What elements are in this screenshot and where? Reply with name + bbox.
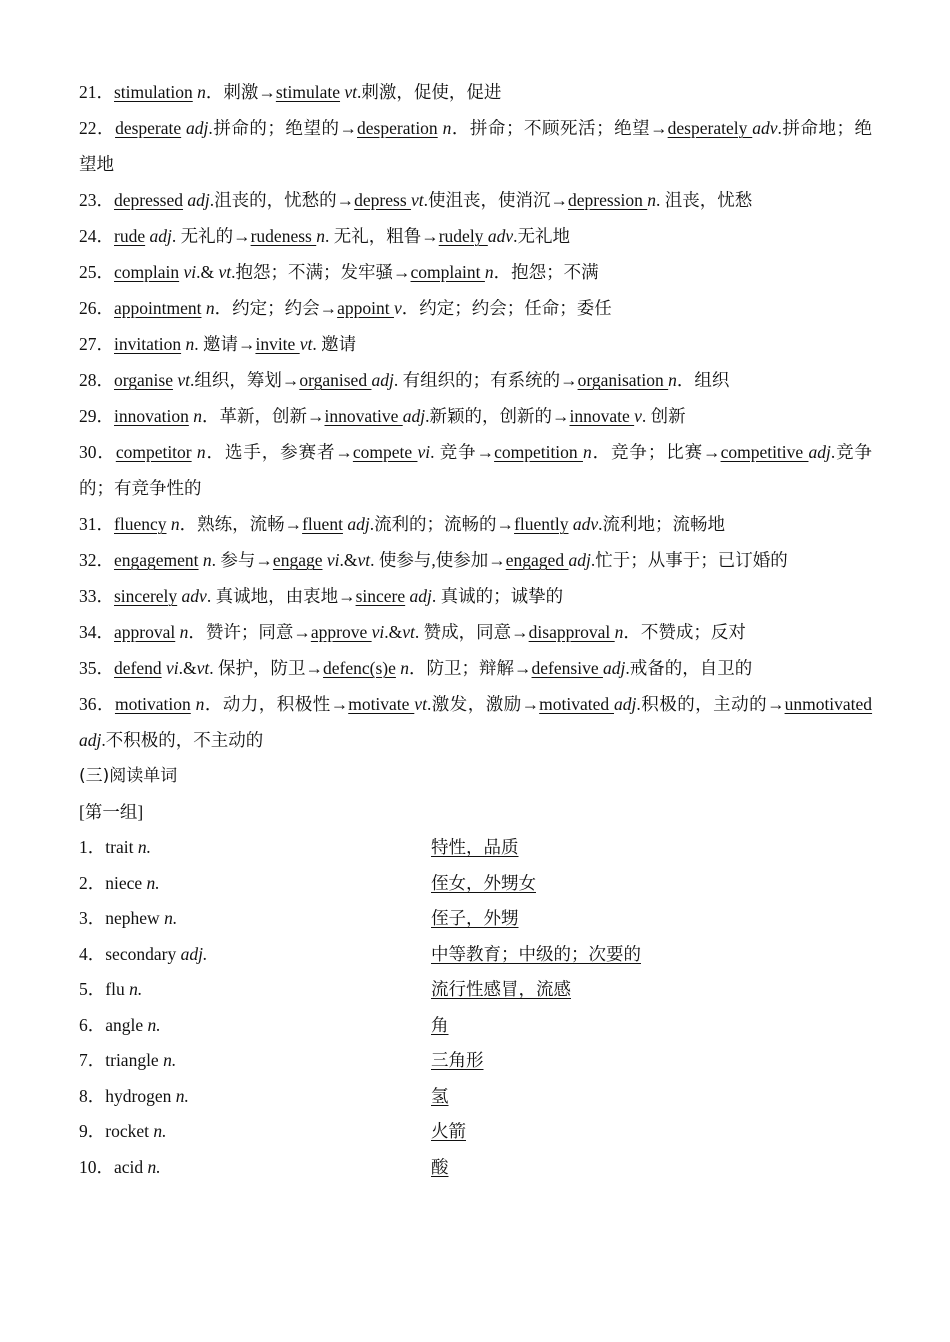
text-segment: . 参与→ [211, 550, 273, 570]
part-of-speech: n. [175, 1085, 189, 1106]
answer-word: approve [310, 622, 372, 642]
text-segment: . 真诚地，由衷地→ [206, 586, 356, 606]
text-segment: 21． [79, 82, 114, 102]
answer-word: rude [114, 226, 146, 246]
part-of-speech: n [316, 226, 325, 246]
item-number: 4． [79, 943, 106, 964]
derivation-item [79, 290, 872, 326]
text-segment: ．组织 [676, 370, 730, 390]
answer-word: organise [114, 370, 173, 390]
text-segment: .竞争的；有竞争性的 [79, 442, 873, 498]
part-of-speech: n. [129, 979, 143, 999]
word-text: acid [114, 1156, 144, 1177]
part-of-speech: adj [79, 730, 102, 750]
answer-word: complain [114, 262, 180, 282]
text-segment: . 创新 [641, 406, 686, 426]
word-text: angle [105, 1014, 144, 1035]
answer-word: depress [354, 190, 411, 210]
answer-word: invitation [114, 334, 182, 354]
part-of-speech: vt [344, 82, 358, 102]
vocab-row [79, 1008, 872, 1044]
text-segment: .新颖的，创新的→ [425, 406, 570, 426]
derivation-item [79, 686, 872, 758]
answer-word: stimulation [114, 82, 193, 102]
word-text: triangle [105, 1050, 159, 1070]
answer-word: fluent [302, 514, 343, 534]
text-segment: .拼命的；绝望的→ [208, 118, 358, 138]
text-segment: .& [196, 262, 219, 282]
answer-word: defensive [531, 658, 603, 678]
reading-words-list [79, 830, 872, 1185]
answer-word: depression [568, 190, 648, 210]
vocab-word [79, 866, 160, 902]
part-of-speech: n. [163, 1050, 177, 1070]
answer-word: fluency [114, 514, 167, 534]
vocab-row [79, 972, 872, 1008]
text-segment: .拼命地；绝望地 [79, 118, 873, 174]
text-segment: 30． [79, 442, 116, 462]
part-of-speech: n [193, 406, 202, 426]
answer-word: defenc(s)e [323, 658, 396, 678]
vocab-word [79, 1008, 161, 1044]
part-of-speech: n [484, 262, 494, 282]
text-segment: 25． [79, 262, 114, 282]
part-of-speech: vi [417, 442, 431, 462]
part-of-speech: n [197, 82, 206, 102]
text-segment: . 无礼的→ [171, 226, 251, 246]
part-of-speech: vt [177, 370, 190, 390]
derivation-item [79, 182, 872, 218]
text-segment: ．选手，参赛者→ [205, 442, 353, 462]
answer-word: unmotivated [784, 694, 873, 714]
text-segment: ．约定；约会；任命；委任 [401, 298, 612, 318]
text-segment: ．赞许；同意→ [188, 622, 311, 642]
part-of-speech: n. [164, 908, 178, 928]
word-text: flu [105, 979, 125, 999]
text-segment: .戒备的，自卫的 [625, 658, 753, 678]
text-segment: . 沮丧，忧愁 [656, 190, 753, 210]
answer-word: approval [114, 622, 176, 642]
part-of-speech: n. [147, 1014, 161, 1035]
part-of-speech: n [196, 442, 206, 462]
text-segment: 22． [79, 118, 116, 138]
answer-word: desperate [115, 118, 182, 138]
vocab-word [79, 972, 142, 1008]
text-segment: .组织，筹划→ [189, 370, 300, 390]
text-segment: ．竞争；比赛→ [591, 442, 721, 462]
text-segment: .流利的；流畅的→ [369, 514, 515, 534]
derivation-item [79, 74, 872, 110]
text-segment: 36． [79, 694, 115, 714]
answer-word: rudeness [250, 226, 317, 246]
text-segment: ．拼命；不顾死活；绝望→ [451, 118, 668, 138]
answer-word: appoint [337, 298, 394, 318]
part-of-speech: adj [149, 226, 172, 246]
text-segment: 34． [79, 622, 114, 642]
part-of-speech: v [393, 298, 402, 318]
text-segment: .激发，激励→ [426, 694, 540, 714]
item-number: 8． [79, 1085, 106, 1106]
derivation-item [79, 650, 872, 686]
part-of-speech: n [205, 298, 215, 318]
vocab-word [79, 1043, 176, 1079]
part-of-speech: n [202, 550, 212, 570]
derivation-item [79, 578, 872, 614]
word-text: trait [105, 837, 134, 857]
group-label: [第一组] [79, 802, 144, 822]
vocab-word [79, 1079, 189, 1115]
item-number: 2． [79, 872, 106, 893]
vocab-row [79, 1114, 872, 1150]
part-of-speech: adj [186, 118, 209, 138]
vocab-row [79, 1079, 872, 1115]
item-number: 10． [79, 1156, 114, 1177]
vocab-meaning: 特性，品质 [431, 837, 519, 857]
text-segment: .刺激，促使，促进 [357, 82, 502, 102]
part-of-speech: n. [146, 872, 160, 893]
text-segment: . 竞争→ [430, 442, 495, 462]
part-of-speech: vt [411, 190, 424, 210]
text-segment: 27． [79, 334, 114, 354]
vocab-meaning: 中等教育；中级的；次要的 [431, 943, 641, 964]
text-segment: ．防卫；辩解→ [409, 658, 532, 678]
text-segment: .无礼地 [513, 226, 570, 246]
text-segment: ．革新，创新→ [201, 406, 325, 426]
part-of-speech: n [195, 694, 205, 714]
part-of-speech: adv [752, 118, 778, 138]
answer-word: motivate [348, 694, 415, 714]
item-number: 9． [79, 1121, 106, 1141]
vocab-meaning: 流行性感冒，流感 [431, 979, 571, 999]
part-of-speech: vt [402, 622, 415, 642]
part-of-speech: vt [357, 550, 371, 570]
text-segment: ．动力，积极性→ [204, 694, 349, 714]
part-of-speech: v [634, 406, 642, 426]
part-of-speech: adj [614, 694, 637, 714]
part-of-speech: adj [347, 514, 370, 534]
text-segment: ．抱怨；不满 [493, 262, 599, 282]
derivation-item [79, 362, 872, 398]
text-segment: . 赞成，同意→ [414, 622, 529, 642]
part-of-speech: n [442, 118, 452, 138]
part-of-speech: n [614, 622, 624, 642]
vocab-word [79, 1150, 161, 1186]
part-of-speech: n [179, 622, 189, 642]
vocab-meaning: 三角形 [431, 1050, 484, 1070]
answer-word: complaint [410, 262, 485, 282]
vocab-row [79, 901, 872, 937]
answer-word: motivation [114, 694, 191, 714]
part-of-speech: vt [196, 658, 210, 678]
answer-word: invite [255, 334, 300, 354]
part-of-speech: adj [602, 658, 626, 678]
vocab-word [79, 901, 177, 937]
text-segment: 32． [79, 550, 114, 570]
answer-word: competitor [115, 442, 192, 462]
answer-word: sincerely [114, 586, 178, 606]
derivation-item [79, 110, 872, 182]
item-number: 1． [79, 837, 106, 857]
answer-word: sincere [355, 586, 406, 606]
text-segment: . 有组织的；有系统的→ [393, 370, 578, 390]
word-text: secondary [105, 943, 177, 964]
derivation-item [79, 398, 872, 434]
answer-word: innovative [324, 406, 403, 426]
vocab-meaning: 氢 [431, 1085, 449, 1106]
text-segment: ．刺激→ [205, 82, 276, 102]
part-of-speech: n [170, 514, 180, 534]
text-segment: 35． [79, 658, 114, 678]
vocab-row [79, 937, 872, 973]
text-segment: .积极的，主动的→ [636, 694, 785, 714]
text-segment: 23． [79, 190, 114, 210]
vocab-meaning: 酸 [431, 1156, 449, 1177]
derivation-item [79, 542, 872, 578]
word-text: nephew [105, 908, 160, 928]
answer-word: organised [299, 370, 372, 390]
part-of-speech: vt [299, 334, 313, 354]
answer-word: fluently [514, 514, 569, 534]
text-segment: .沮丧的，忧愁的→ [209, 190, 355, 210]
text-segment: .流利地；流畅地 [598, 514, 726, 534]
vocab-meaning: 侄子，外甥 [431, 908, 519, 928]
document-page [79, 74, 872, 1185]
part-of-speech: n [185, 334, 195, 354]
answer-word: engagement [114, 550, 199, 570]
part-of-speech: n [668, 370, 677, 390]
text-segment: .忙于；从事于；已订婚的 [590, 550, 788, 570]
text-segment: . 无礼，粗鲁→ [324, 226, 439, 246]
part-of-speech: n. [153, 1121, 167, 1141]
vocab-row [79, 1043, 872, 1079]
derivation-item [79, 254, 872, 290]
text-segment: . 真诚的；诚挚的 [431, 586, 564, 606]
part-of-speech: vi [371, 622, 385, 642]
answer-word: stimulate [275, 82, 341, 102]
item-number: 6． [79, 1014, 106, 1035]
text-segment: . 保护，防卫→ [209, 658, 324, 678]
text-segment: 29． [79, 406, 114, 426]
vocab-word [79, 1114, 166, 1150]
answer-word: appointment [114, 298, 202, 318]
text-segment: ．不赞成；反对 [623, 622, 746, 642]
vocab-word [79, 830, 151, 866]
text-segment: .& [339, 550, 358, 570]
part-of-speech: n. [137, 837, 151, 857]
part-of-speech: vi [166, 658, 179, 678]
text-segment: .抱怨；不满；发牢骚→ [231, 262, 411, 282]
text-segment: . 邀请 [312, 334, 357, 354]
vocab-meaning: 角 [431, 1014, 449, 1035]
text-segment: 26． [79, 298, 114, 318]
answer-word: rudely [438, 226, 488, 246]
answer-word: desperately [667, 118, 753, 138]
item-number: 3． [79, 908, 106, 928]
part-of-speech: adv [181, 586, 207, 606]
part-of-speech: adj [568, 550, 591, 570]
text-segment: 31． [79, 514, 114, 534]
vocab-meaning: 侄女，外甥女 [431, 872, 536, 893]
text-segment: .使沮丧，使消沉→ [423, 190, 569, 210]
part-of-speech: vt [414, 694, 427, 714]
answer-word: competitive [720, 442, 809, 462]
item-number: 5． [79, 979, 106, 999]
answer-word: defend [114, 658, 162, 678]
answer-word: engaged [505, 550, 569, 570]
section-title: (三)阅读单词 [79, 766, 178, 786]
derivation-item [79, 506, 872, 542]
vocab-row [79, 830, 872, 866]
derivation-item [79, 326, 872, 362]
text-segment: . 使参与,使参加→ [370, 550, 506, 570]
text-segment: . 邀请→ [194, 334, 256, 354]
text-segment: 28． [79, 370, 114, 390]
text-segment: ．约定；约会→ [214, 298, 338, 318]
part-of-speech: adj [187, 190, 210, 210]
part-of-speech: adv [487, 226, 514, 246]
word-text: niece [105, 872, 143, 893]
answer-word: disapproval [528, 622, 615, 642]
word-text: hydrogen [105, 1085, 172, 1106]
part-of-speech: adv [572, 514, 599, 534]
vocab-row [79, 1150, 872, 1186]
part-of-speech: adj. [180, 943, 208, 964]
answer-word: innovate [569, 406, 635, 426]
part-of-speech: n [582, 442, 592, 462]
text-segment: .不积极的，不主动的 [101, 730, 264, 750]
vocab-meaning: 火箭 [431, 1121, 466, 1141]
item-number: 7． [79, 1050, 106, 1070]
answer-word: depressed [114, 190, 184, 210]
text-segment: ．熟练，流畅→ [179, 514, 303, 534]
part-of-speech: vt [218, 262, 232, 282]
answer-word: motivated [539, 694, 615, 714]
answer-word: innovation [114, 406, 189, 426]
part-of-speech: adj [371, 370, 394, 390]
derivation-item [79, 434, 872, 506]
part-of-speech: vi [183, 262, 197, 282]
answer-word: competition [494, 442, 583, 462]
answer-word: engage [272, 550, 323, 570]
vocab-word [79, 937, 207, 973]
part-of-speech: vi [326, 550, 340, 570]
answer-word: desperation [357, 118, 438, 138]
part-of-speech: adj [402, 406, 426, 426]
word-text: rocket [105, 1121, 149, 1141]
part-of-speech: n [400, 658, 410, 678]
text-segment: .& [384, 622, 403, 642]
text-segment: 33． [79, 586, 114, 606]
text-segment: .& [178, 658, 197, 678]
part-of-speech: n [647, 190, 656, 210]
vocab-row [79, 866, 872, 902]
answer-word: organisation [577, 370, 669, 390]
derivation-item [79, 218, 872, 254]
part-of-speech: n. [147, 1156, 161, 1177]
part-of-speech: adj [808, 442, 831, 462]
derivation-list [79, 74, 872, 758]
derivation-item [79, 614, 872, 650]
answer-word: compete [352, 442, 418, 462]
part-of-speech: adj [409, 586, 432, 606]
text-segment: 24． [79, 226, 114, 246]
